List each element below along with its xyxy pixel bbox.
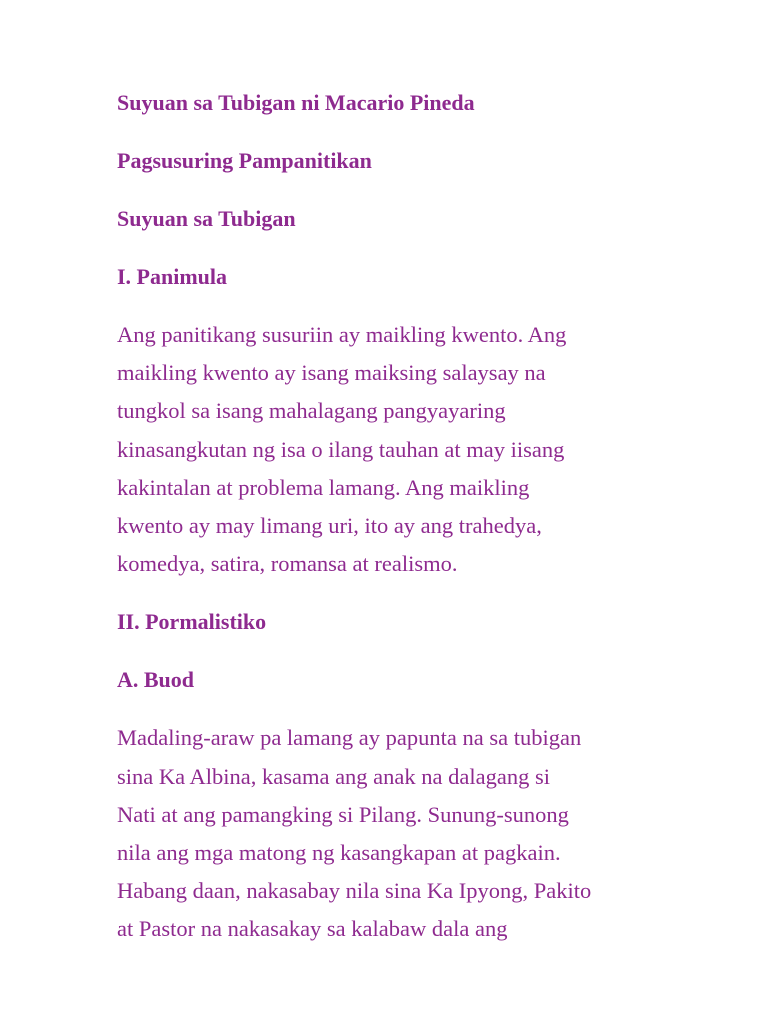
document-subtitle: Pagsusuring Pampanitikan — [117, 148, 372, 173]
paragraph-panimula — [117, 316, 668, 583]
paragraph-line: maikling kwento ay isang maiksing salaysay na — [117, 360, 546, 386]
section-heading-pormalistiko: II. Pormalistiko — [117, 609, 267, 635]
paragraph-line: kinasangkutan ng isa o ilang tauhan at may iisang — [117, 436, 565, 462]
story-title: Suyuan sa Tubigan — [117, 206, 296, 231]
paragraph-line: Ang panitikang susuriin ay maikling kwento. Ang — [117, 322, 567, 347]
subsection-heading-buod: A. Buod — [117, 667, 195, 693]
section-heading-panimula: I. Panimula — [117, 264, 228, 289]
paragraph-buod — [117, 719, 668, 948]
paragraph-line: sina Ka Albina, kasama ang anak na dalagang si — [117, 763, 550, 789]
document-title: Suyuan sa Tubigan ni Macario Pineda — [117, 90, 475, 115]
paragraph-line: komedya, satira, romansa at realismo. — [117, 551, 458, 577]
paragraph-line: tungkol sa isang mahalagang pangyayaring — [117, 398, 506, 424]
paragraph-line: Madaling-araw pa lamang ay papunta na sa tubigan — [117, 725, 582, 751]
paragraph-line: at Pastor na nakasakay sa kalabaw dala ang — [117, 916, 508, 942]
paragraph-line: Nati at ang pamangking si Pilang. Sunung-sunong — [117, 801, 569, 827]
paragraph-line: kwento ay may limang uri, ito ay ang trahedya, — [117, 513, 542, 539]
paragraph-line: kakintalan at problema lamang. Ang maikling — [117, 474, 530, 500]
paragraph-line: Habang daan, nakasabay nila sina Ka Ipyong, Pakito — [117, 878, 592, 904]
paragraph-line: nila ang mga matong ng kasangkapan at pagkain. — [117, 840, 561, 866]
